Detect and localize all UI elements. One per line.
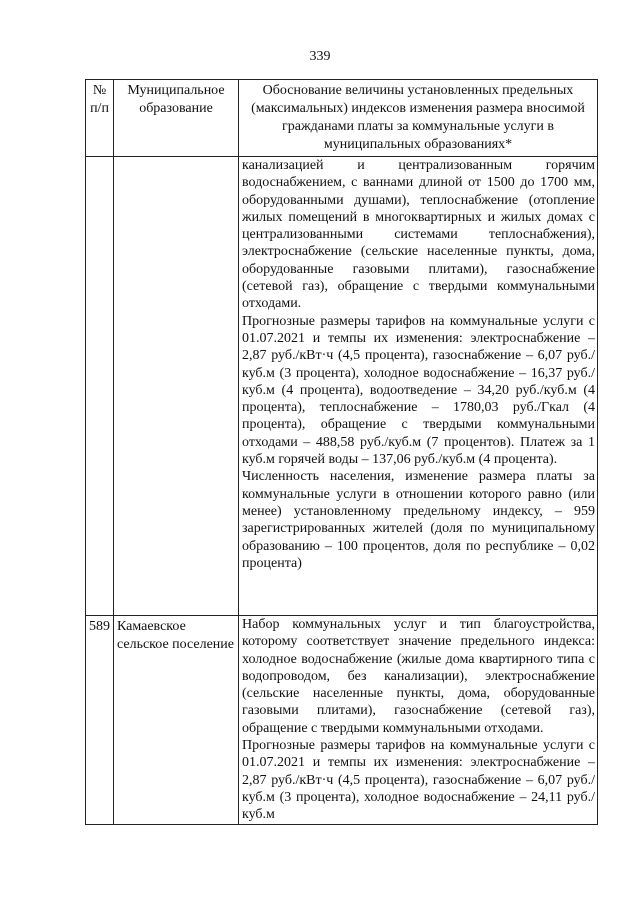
row-justification: [239, 157, 598, 616]
table-row: [86, 157, 598, 616]
table-header-row: [86, 80, 598, 157]
row-municipality: [114, 157, 239, 616]
tariff-justification-table: [85, 79, 598, 825]
header-number: № п/п: [86, 80, 114, 157]
row-municipality: Камаевское сельское поселение: [114, 616, 239, 825]
row-number: [86, 157, 114, 616]
justification-paragraph: канализацией и централизованным горячим водоснабжением, с ваннами длиной от 1500 до 1700 мм, оборудованными душами), теплоснабжение (отопление жилых помещений в многоквартирных и жилых домах с централизованными системами теплоснабжения), электроснабжение (сельские населенные пункты, дома, оборудованные газовыми плитами), газоснабжение (сетевой газ), обращение с твердыми коммунальными отходами.: [242, 158, 595, 312]
justification-paragraph: Прогнозные размеры тарифов на коммунальные услуги с 01.07.2021 и темпы их изменения: электроснабжение – 2,87 руб./кВт·ч (4,5 процента), газоснабжение – 6,07 руб./куб.м (3 процента), холодное водоснабжение – 24,11 руб./куб.м: [242, 738, 595, 823]
table-row: [86, 616, 598, 825]
justification-paragraph: Набор коммунальных услуг и тип благоустройства, которому соответствует значение предельного индекса: холодное водоснабжение (жилые дома квартирного типа с водопроводом, без канализации), электроснабжение (сельские населенные пункты, дома, оборудованные газовыми плитами), газоснабжение (сетевой газ), обращение с твердыми коммунальными отходами.: [242, 617, 595, 736]
page-number: 339: [309, 49, 331, 64]
row-justification: [239, 616, 598, 825]
justification-paragraph: Численность населения, изменение размера платы за коммунальные услуги в отношении которого равно (или менее) установленному предельному индексу, – 959 зарегистрированных жителей (доля по муниципальному образованию – 100 процентов, доля по республике – 0,02 процента): [242, 469, 595, 571]
justification-paragraph: Прогнозные размеры тарифов на коммунальные услуги с 01.07.2021 и темпы их изменения: электроснабжение – 2,87 руб./кВт·ч (4,5 процента), газоснабжение – 6,07 руб./куб.м (3 процента), холодное водоснабжение – 16,37 руб./куб.м (4 процента), водоотведение – 34,20 руб./куб.м (4 процента), теплоснабжение – 1780,03 руб./Гкал (4 процента), обращение с твердыми коммунальными отходами – 488,58 руб./куб.м (7 процентов). Платеж за 1 куб.м горячей воды – 137,06 руб./куб.м (4 процента).: [242, 313, 595, 468]
row-number: 589: [86, 616, 114, 825]
header-municipality: Муниципальное образование: [114, 80, 239, 157]
header-justification: Обоснование величины установленных предельных (максимальных) индексов изменения размера вносимой гражданами платы за коммунальные услуги в муниципальных образованиях*: [239, 80, 598, 157]
